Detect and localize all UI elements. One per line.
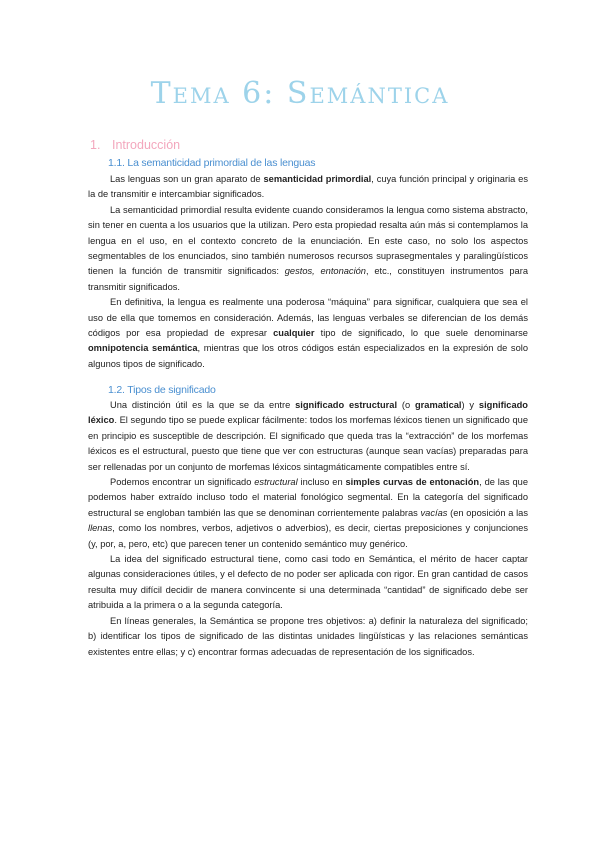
italic-term: vacías <box>420 507 448 518</box>
bold-term: significado estructural <box>295 400 398 410</box>
paragraph <box>88 552 528 614</box>
italic-term: gestos, entonación <box>284 266 366 277</box>
subheading-semanticidad: 1.1. La semanticidad primordial de las lenguas <box>108 157 316 169</box>
text-run: , etc., constituyen instrumentos para transmitir significados. <box>88 266 528 292</box>
italic-term: llenas <box>88 523 113 534</box>
text-run: La semanticidad primordial resulta evidente cuando consideramos la lengua como sistema abstracto, sin tener en cuenta a los usuarios que la utilizan. Pero esta propiedad resalta aún más si contemplamos la lengua en el uso, en el contexto concreto de la enunciación. En este caso, no solo los aspectos segmentables de los enunciados, sino también numerosos recursos suprasegmentales y paralingüísticos tienen la función de transmitir significados: <box>88 204 528 277</box>
text-run: Una distinción útil es la que se da entre <box>110 400 296 410</box>
section-heading-introduccion <box>90 138 180 153</box>
paragraph <box>88 172 528 203</box>
paragraph <box>88 203 528 295</box>
text-run: tipo de significado, lo que suele denominarse <box>314 328 528 339</box>
paragraph <box>88 475 528 552</box>
text-run: ) y <box>461 400 479 410</box>
bold-term: gramatical <box>414 400 462 410</box>
section-2-body <box>88 398 528 660</box>
text-run: En definitiva, la lengua es realmente una poderosa “máquina” para significar, cualquiera que sea el uso de ella que tomemos en consideración. Además, las lenguas verbales se diferencian de los demás códigos por esa propiedad de expresar <box>88 297 528 339</box>
bold-term: cualquier <box>273 328 315 339</box>
document-title: Tema 6: Semántica <box>150 76 450 111</box>
text-run: , mientras que los otros códigos están especializados en la expresión de solo algunos tipos de significado. <box>88 343 528 369</box>
text-run: , cuya función principal y originaria es la de transmitir e intercambiar significados. <box>88 174 528 200</box>
section-1-body <box>88 172 528 372</box>
text-run: , de las que podemos haber extraído incluso todo el material fonológico segmental. En la categoría del significado estructural se engloban también las que se denominan corrientemente palabras <box>88 477 529 518</box>
text-run: En líneas generales, la Semántica se propone tres objetivos: a) definir la naturaleza del significado; b) identificar los tipos de significado de las distintas unidades lingüísticas y las relaciones semánticas existentes entre ellas; y c) encontrar formas adecuadas de representación de los significados. <box>88 615 528 657</box>
text-run: Las lenguas son un gran aparato de <box>110 174 264 184</box>
bold-term: semanticidad primordial <box>263 174 372 184</box>
section-number: 1. <box>90 138 101 152</box>
text-run: (o <box>397 400 415 410</box>
text-run: . El segundo tipo se puede explicar fácilmente: todos los morfemas léxicos tienen un significado que en principio es susceptible de descripción. El significado que queda tras la “extracción” de los morfemas léxicos es el estructural, puesto que tiene que ver con estructuras (aunque sean vacías) preparadas para ser rellenadas por un conjunto de morfemas léxicos sintagmáticamente compatibles entre sí. <box>88 415 528 472</box>
text-run: (en oposición a las <box>447 507 528 518</box>
paragraph <box>88 398 528 475</box>
section-heading-text: Introducción <box>112 138 181 152</box>
text-run: incluso en <box>297 477 346 488</box>
bold-term: significado léxico <box>88 400 528 426</box>
text-run: La idea del significado estructural tiene, como casi todo en Semántica, el mérito de hacer captar algunas consideraciones útiles, y el defecto de no poder ser aplicada con rigor. En gran cantidad de casos resulta muy difícil decidir de manera convincente si una determinada “cantidad” de significado debe ser atribuida a la primera o a la segunda categoría. <box>88 554 528 611</box>
text-run: Podemos encontrar un significado <box>110 477 255 488</box>
bold-term: simples curvas de entonación <box>345 477 480 488</box>
paragraph <box>88 614 528 660</box>
bold-term: omnipotencia semántica <box>88 343 198 354</box>
subheading-tipos-de-significado: 1.2. Tipos de significado <box>108 384 216 396</box>
text-run: , como los nombres, verbos, adjetivos o adverbios), es decir, ciertas preposiciones y conjunciones (y, por, a, pero, etc) que parecen tener un contenido semántico muy genérico. <box>88 523 528 549</box>
italic-term: estructural <box>254 477 298 488</box>
paragraph <box>88 295 528 372</box>
